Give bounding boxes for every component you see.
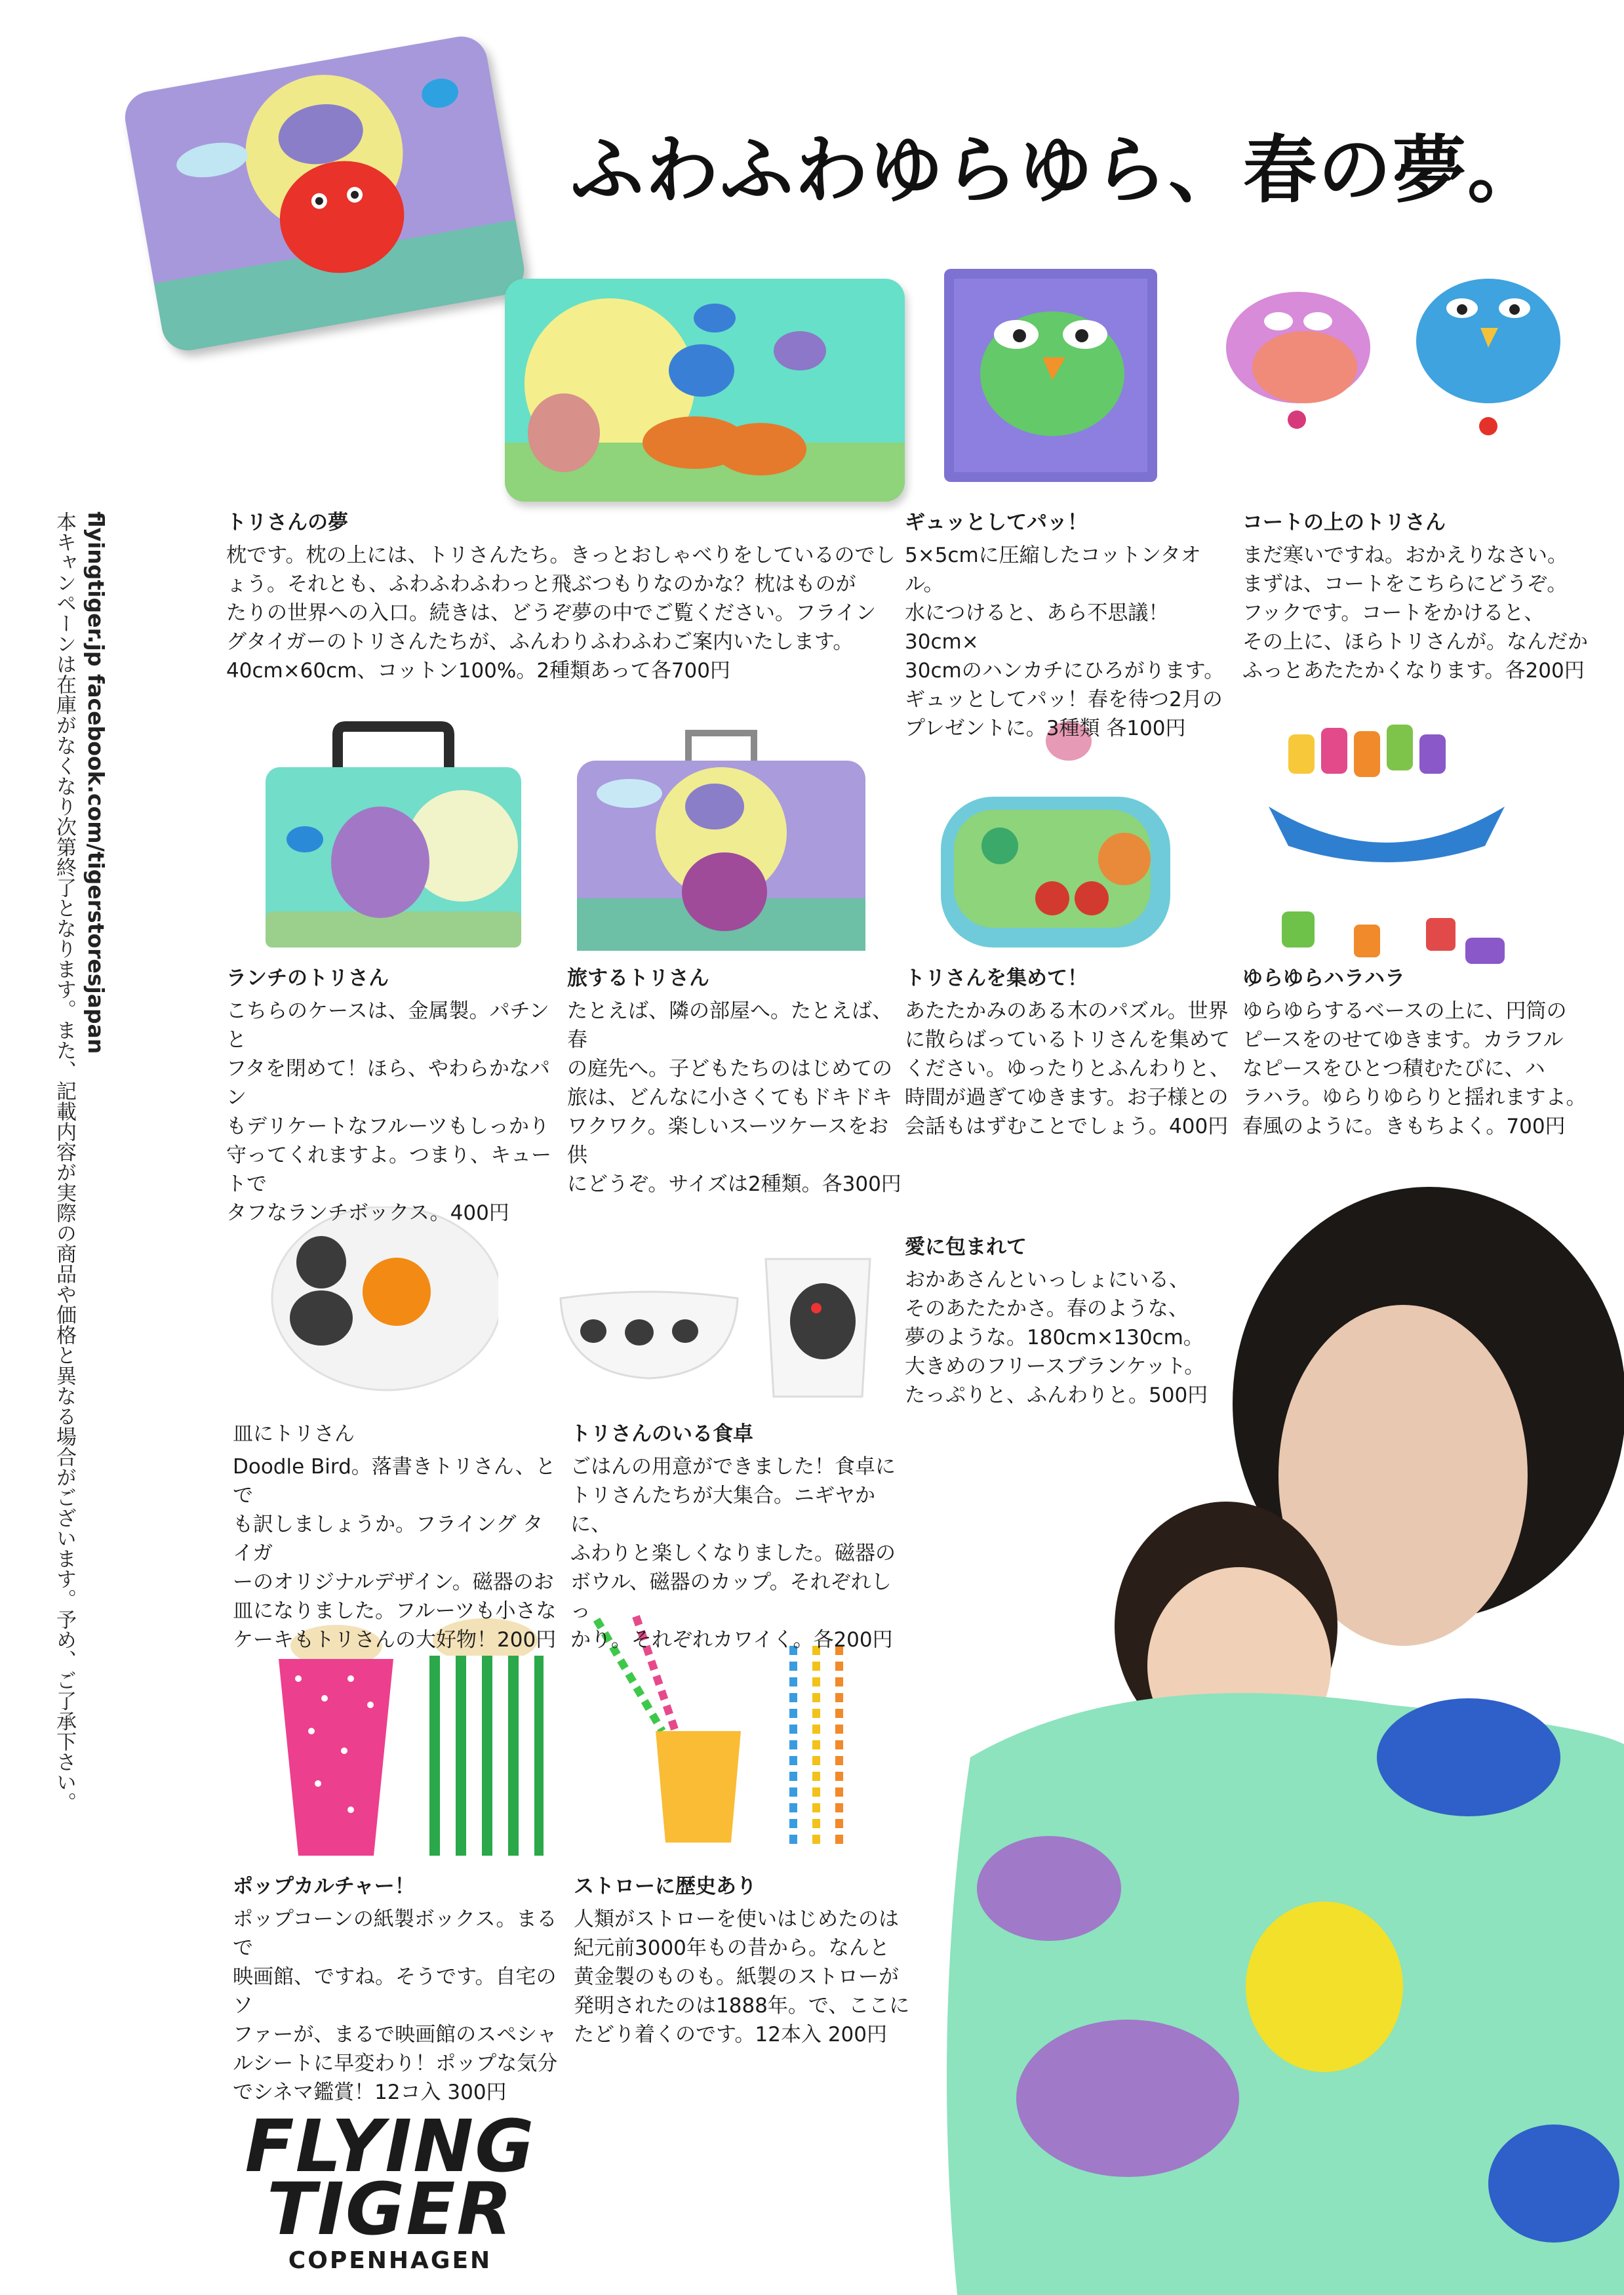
product-title: ギュッとしてパッ！ xyxy=(905,511,1088,534)
product-desc-line: おかあさんといっしょにいる、 xyxy=(905,1268,1189,1292)
product-desc-line: ょう。それとも、ふわふわふわっと飛ぶつもりなのかな？枕はものが xyxy=(226,572,856,596)
product-desc-line: ごはんの用意ができました！食卓に xyxy=(570,1455,896,1479)
coat-hook-pink-image xyxy=(1213,275,1377,433)
product-desc-line: なピースをひとつ積むたびに、ハ xyxy=(1242,1057,1545,1081)
balance-game-image xyxy=(1242,708,1531,970)
product-desc-line: ワクワク。楽しいスーツケースをお供 xyxy=(567,1115,889,1167)
product-desc-line: ピースをのせてゆきます。カラフル xyxy=(1242,1028,1564,1052)
product-block-towel xyxy=(905,508,1233,743)
product-desc-line: ボウル、磁器のカップ。それぞれしっ xyxy=(570,1570,892,1623)
product-block-lunch-box xyxy=(226,964,567,1227)
bowl-image xyxy=(557,1285,741,1380)
product-desc-line: 5×5cmに圧縮したコットンタオル。 xyxy=(905,544,1201,596)
product-title: 愛に包まれて xyxy=(905,1235,1027,1259)
product-title: 旅するトリさん xyxy=(567,967,709,990)
product-desc-line: にどうぞ。サイズは2種類。各300円 xyxy=(567,1172,901,1196)
product-desc-line: ポップコーンの紙製ボックス。まるで xyxy=(233,1907,557,1960)
product-title: 皿にトリさん xyxy=(233,1422,355,1446)
product-desc-line: 春風のように。きもちよく。700円 xyxy=(1242,1115,1566,1138)
product-desc-line: グタイガーのトリさんたちが、ふんわりふわふわご案内いたします。 xyxy=(226,630,854,654)
coat-hook-blue-image xyxy=(1410,269,1567,439)
lunch-box-image xyxy=(266,721,521,948)
product-desc-line: あたたかみのある木のパズル。世界 xyxy=(905,999,1229,1023)
page-title: ふわふわゆらゆら、春の夢。 xyxy=(570,128,1542,213)
product-block-plate xyxy=(233,1420,561,1654)
product-title: ポップカルチャー！ xyxy=(233,1875,415,1898)
product-title: コートの上のトリさん xyxy=(1242,511,1446,534)
product-desc-line: 30cmのハンカチにひろがります。 xyxy=(905,659,1225,683)
product-desc-line: ケーキもトリさんの大好物！200円 xyxy=(233,1628,557,1652)
product-desc-line: ーのオリジナルデザイン。磁器のお xyxy=(233,1570,554,1594)
product-title: トリさんのいる食卓 xyxy=(570,1422,753,1446)
product-block-pillow xyxy=(226,508,921,685)
product-desc-line: に散らばっているトリさんを集めて xyxy=(905,1028,1230,1052)
cup-image xyxy=(761,1256,875,1400)
product-desc-line: 映画館、ですね。そうです。自宅のソ xyxy=(233,1965,557,2018)
product-desc-line: 会話もはずむことでしょう。400円 xyxy=(905,1115,1229,1138)
product-desc-line: フックです。コートをかけると、 xyxy=(1242,601,1545,625)
product-block-straws xyxy=(574,1872,915,2049)
product-desc-line: Doodle Bird。落書きトリさん、とで xyxy=(233,1455,556,1507)
product-desc-line: も訳しましょうか。フライング タイガ xyxy=(233,1513,544,1565)
product-desc-line: 紀元前3000年もの昔から。なんと xyxy=(574,1936,890,1960)
product-title: トリさんを集めて！ xyxy=(905,967,1088,990)
product-block-coat-hook xyxy=(1242,508,1610,685)
product-desc-line: プレゼントに。3種類 各100円 xyxy=(905,717,1186,740)
logo-line-2: TIGER xyxy=(266,2167,514,2251)
pillow-mint-image xyxy=(505,279,905,502)
product-desc-line: でシネマ鑑賞！12コ入 300円 xyxy=(233,2081,507,2104)
product-desc-line: の庭先へ。子どもたちのはじめての xyxy=(567,1057,892,1081)
product-desc-line: ルシートに早変わり！ポップな気分 xyxy=(233,2052,558,2075)
product-desc-line: フタを閉めて！ほら、やわらかなパン xyxy=(226,1057,550,1109)
disclaimer: 本キャンペーンは在庫がなくなり次第終了となります。また、記載内容が実際の商品や価格と異なる場合がございます。予め、ご了承下さい。 xyxy=(52,511,76,1812)
product-desc-line: 人類がストローを使いはじめたのは xyxy=(574,1907,899,1931)
product-block-blanket xyxy=(905,1233,1246,1410)
pillow-purple-image xyxy=(121,32,528,354)
product-desc-line: 枕です。枕の上には、トリさんたち。きっとおしゃべりをしているのでし xyxy=(226,544,896,567)
product-block-tableware xyxy=(570,1420,911,1654)
towel-image xyxy=(944,269,1157,482)
product-desc-line: トリさんたちが大集合。ニギヤかに、 xyxy=(570,1484,875,1536)
product-desc-line: たとえば、隣の部屋へ。たとえば、春 xyxy=(567,999,892,1052)
suitcase-image xyxy=(577,721,865,951)
product-desc-line: たっぷりと、ふんわりと。500円 xyxy=(905,1384,1208,1407)
product-desc-line: ギュッとしてパッ！春を待つ2月の xyxy=(905,688,1223,711)
puzzle-image xyxy=(928,715,1183,951)
product-desc-line: ください。ゆったりとふんわりと、 xyxy=(905,1057,1230,1081)
product-desc-line: 皿になりました。フルーツも小さな xyxy=(233,1599,557,1623)
product-block-balance-game xyxy=(1242,964,1610,1141)
product-desc-line: そのあたたかさ。春のような、 xyxy=(905,1297,1189,1321)
product-title: ランチのトリさん xyxy=(226,967,389,990)
product-block-suitcase xyxy=(567,964,908,1199)
product-desc-line: こちらのケースは、金属製。パチンと xyxy=(226,999,549,1052)
brand-logo xyxy=(236,2104,544,2274)
product-desc-line: 夢のような。180cm×130cm。 xyxy=(905,1326,1204,1349)
product-desc-line: ふわりと楽しくなりました。磁器の xyxy=(570,1542,896,1565)
product-desc-line: タフなランチボックス。400円 xyxy=(226,1201,509,1225)
product-desc-line: その上に、ほらトリさんが。なんだか xyxy=(1242,630,1588,654)
product-block-popcorn xyxy=(233,1872,574,2107)
product-desc-line: 水につけると、あら不思議！30cm× xyxy=(905,601,1169,654)
product-desc-line: 旅は、どんなに小さくてもドキドキ xyxy=(567,1086,892,1109)
product-desc-line: 時間が過ぎてゆきます。お子様との xyxy=(905,1086,1229,1109)
product-block-puzzle xyxy=(905,964,1246,1141)
product-desc-line: ファーが、まるで映画館のスペシャ xyxy=(233,2023,557,2046)
popcorn-box-pink-image xyxy=(279,1620,393,1856)
web-links: flyingtiger.jp facebook.com/tigerstoresjapan xyxy=(83,511,109,1054)
product-desc-line: ふっとあたたかくなります。各200円 xyxy=(1242,659,1585,683)
side-note xyxy=(52,511,111,2046)
logo-line-1: FLYING xyxy=(245,2104,536,2188)
plate-image xyxy=(262,1207,498,1403)
product-desc-line: 守ってくれますよ。つまり、キュートで xyxy=(226,1144,551,1196)
product-desc-line: 黄金製のものも。紙製のストローが xyxy=(574,1965,899,1989)
product-desc-line: 40cm×60cm、コットン100%。2種類あって各700円 xyxy=(226,659,730,683)
logo-line-3: COPENHAGEN xyxy=(288,2247,492,2274)
product-title: ゆらゆらハラハラ xyxy=(1242,967,1405,990)
product-desc-line: ゆらゆらするベースの上に、円筒の xyxy=(1242,999,1567,1023)
product-desc-line: まだ寒いですね。おかえりなさい。 xyxy=(1242,544,1568,567)
product-title: ストローに歴史あり xyxy=(574,1875,757,1898)
product-desc-line: かり。それぞれカワイく。各200円 xyxy=(570,1628,893,1652)
product-desc-line: まずは、コートをこちらにどうぞ。 xyxy=(1242,572,1568,596)
product-desc-line: もデリケートなフルーツもしっかり xyxy=(226,1115,549,1138)
product-desc-line: 大きめのフリースブランケット。 xyxy=(905,1355,1205,1378)
product-desc-line: 発明されたのは1888年。で、ここに xyxy=(574,1994,910,2018)
product-desc-line: ラハラ。ゆらりゆらりと揺れますよ。 xyxy=(1242,1086,1587,1109)
product-desc-line: たりの世界への入口。続きは、どうぞ夢の中でご覧ください。フライン xyxy=(226,601,877,625)
product-desc-line: たどり着くのです。12本入 200円 xyxy=(574,2023,887,2046)
product-title: トリさんの夢 xyxy=(226,511,348,534)
